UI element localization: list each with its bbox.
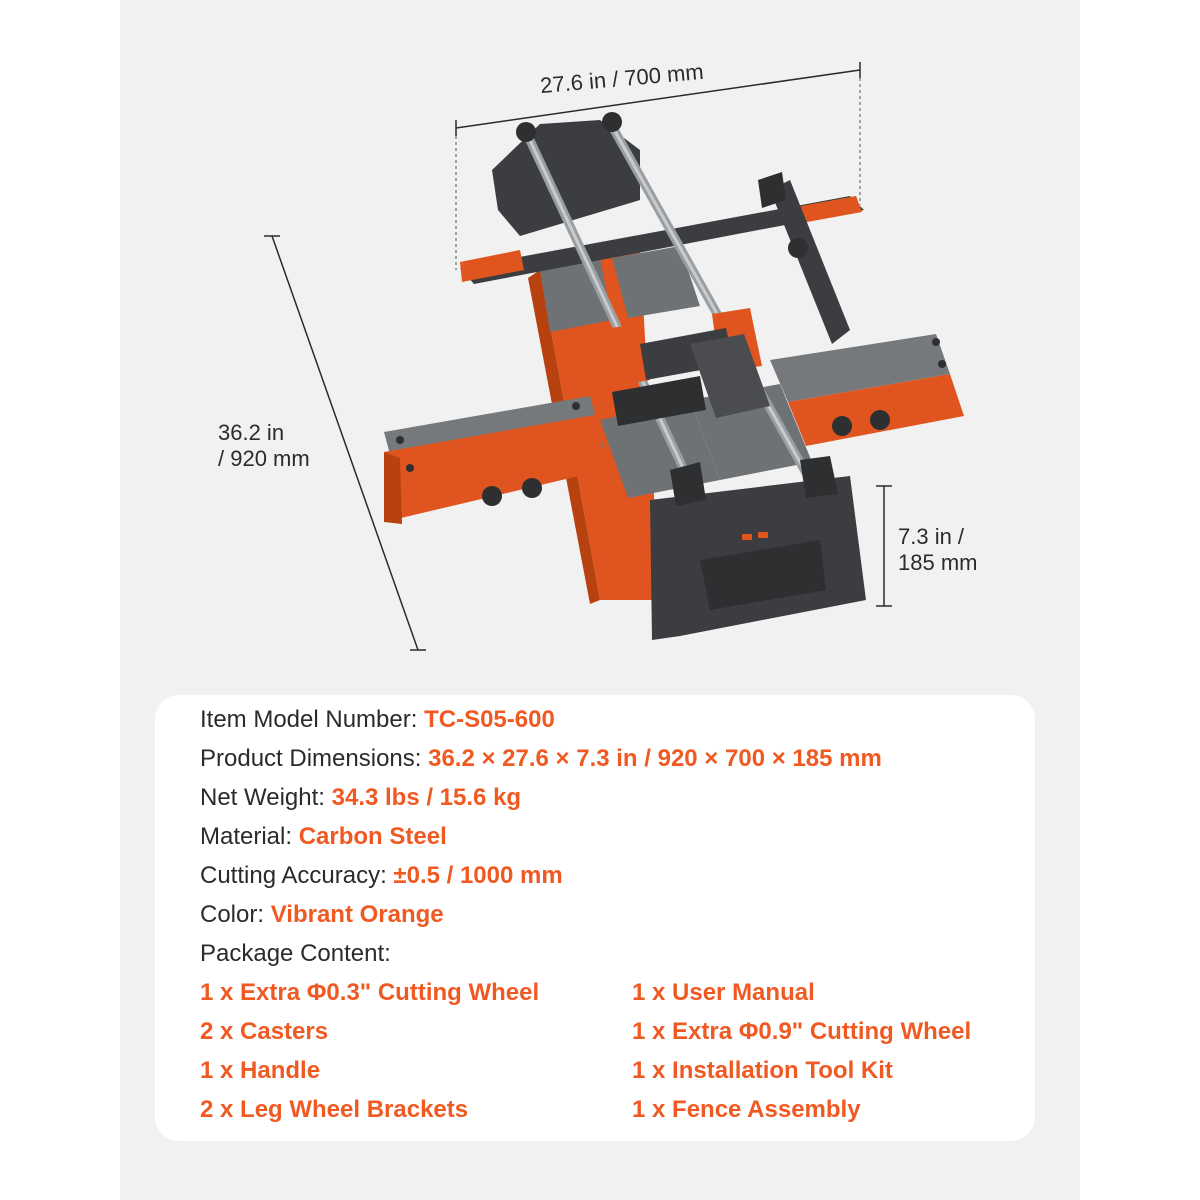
length-label-line2: / 920 mm: [218, 446, 310, 471]
package-item: 1 x Fence Assembly: [632, 1096, 861, 1123]
length-dimension-label: [218, 420, 310, 472]
length-label-line1: 36.2 in: [218, 420, 285, 445]
spec-material-label: Material:: [200, 823, 293, 850]
spec-weight-value: 34.3 lbs / 15.6 kg: [331, 784, 522, 811]
package-item: 1 x User Manual: [632, 979, 815, 1006]
front-end-cap: [650, 456, 866, 640]
cross-arm-left: [384, 396, 604, 524]
height-label-line2: 185 mm: [898, 550, 978, 575]
spec-material: [200, 821, 447, 853]
spec-model-label: Item Model Number:: [200, 706, 418, 733]
spec-model: [200, 704, 555, 736]
package-item: 2 x Leg Wheel Brackets: [200, 1096, 469, 1123]
spec-accuracy-label: Cutting Accuracy:: [200, 862, 387, 889]
spec-dimensions-value: 36.2 × 27.6 × 7.3 in / 920 × 700 × 185 mm: [428, 745, 882, 772]
spec-model-value: TC-S05-600: [424, 706, 555, 733]
package-item: 1 x Extra Φ0.3" Cutting Wheel: [200, 979, 540, 1006]
package-item: 1 x Extra Φ0.9" Cutting Wheel: [632, 1018, 972, 1045]
package-item: 1 x Handle: [200, 1057, 321, 1084]
height-dimension-label: [898, 524, 977, 576]
spec-package-label: Package Content:: [200, 940, 391, 967]
spec-weight-label: Net Weight:: [200, 784, 325, 811]
spec-weight: [200, 782, 521, 814]
side-fence: [758, 172, 850, 344]
spec-dimensions: [200, 743, 882, 775]
height-label-line1: 7.3 in /: [898, 524, 965, 549]
height-dimension-line: [876, 486, 892, 606]
spec-material-value: Carbon Steel: [298, 823, 447, 850]
spec-color: [200, 899, 444, 931]
spec-package-heading: [200, 938, 391, 970]
spec-accuracy-value: ±0.5 / 1000 mm: [393, 862, 563, 889]
cross-arm-right: [770, 334, 964, 446]
spec-color-value: Vibrant Orange: [270, 901, 444, 928]
width-dimension-label: 27.6 in / 700 mm: [539, 58, 705, 99]
spec-dimensions-label: Product Dimensions:: [200, 745, 422, 772]
spec-color-label: Color:: [200, 901, 265, 928]
package-item: 2 x Casters: [200, 1018, 329, 1045]
package-item: 1 x Installation Tool Kit: [632, 1057, 893, 1084]
spec-accuracy: [200, 860, 563, 892]
